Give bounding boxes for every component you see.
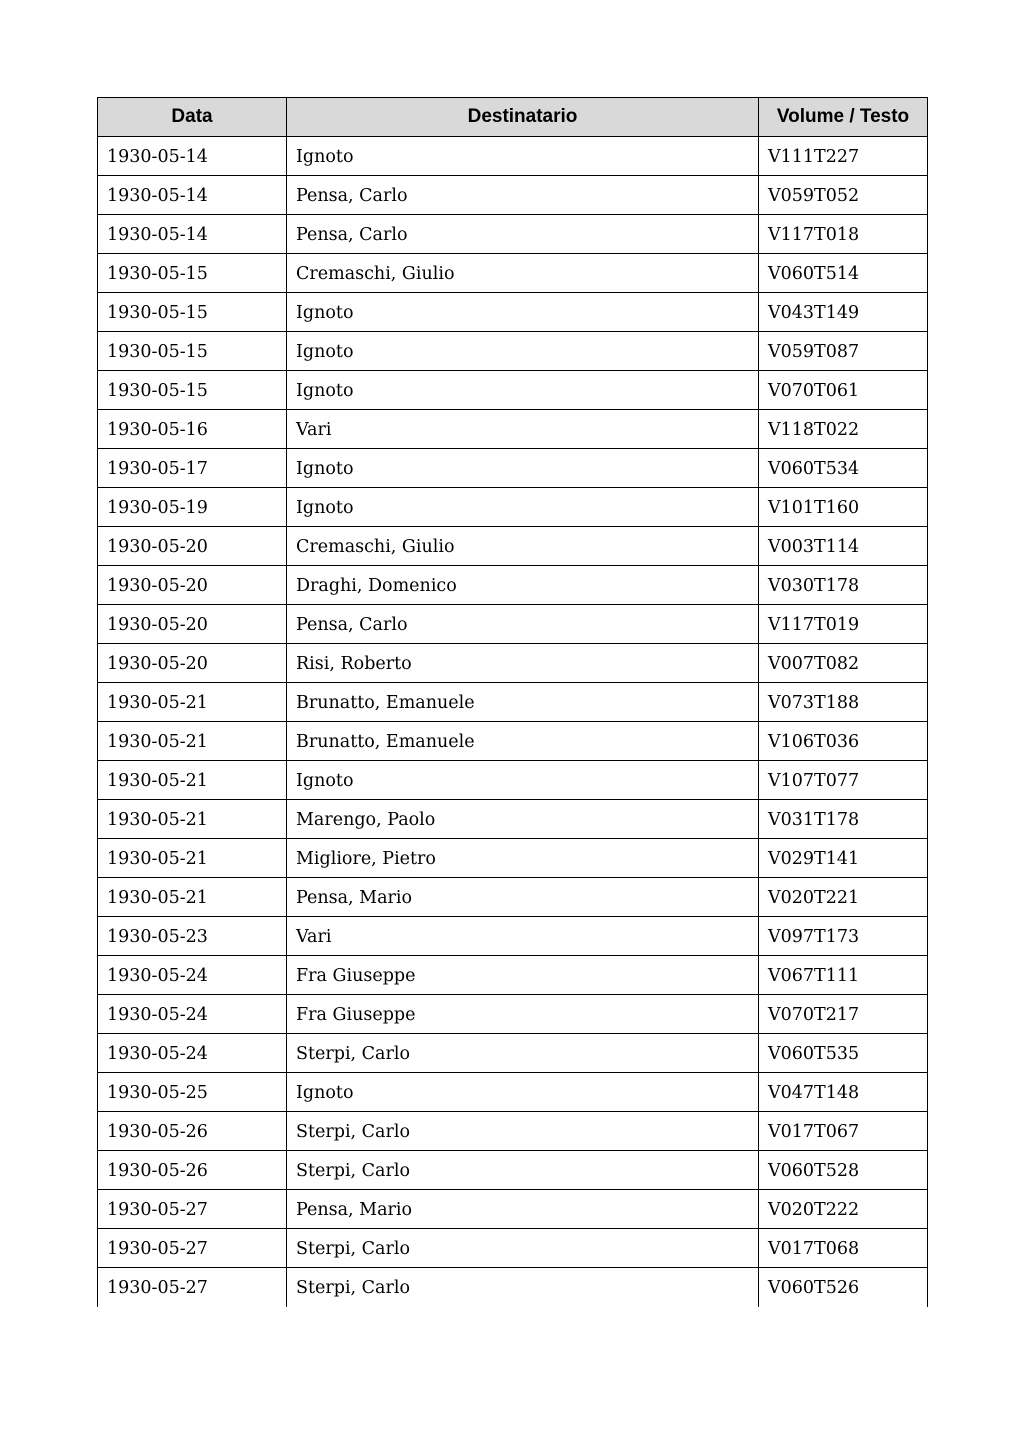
- table-row: [98, 644, 928, 683]
- table-row: [98, 839, 928, 878]
- recipient-cell: Cremaschi, Giulio: [287, 254, 759, 293]
- volume-cell: V101T160: [759, 488, 928, 527]
- table-body: [98, 137, 928, 1307]
- recipient-cell: Pensa, Carlo: [287, 605, 759, 644]
- volume-cell: V017T067: [759, 1112, 928, 1151]
- date-cell: 1930-05-26: [98, 1151, 287, 1190]
- recipient-cell: Sterpi, Carlo: [287, 1268, 759, 1307]
- date-cell: 1930-05-26: [98, 1112, 287, 1151]
- table-row: [98, 1073, 928, 1112]
- table-row: [98, 800, 928, 839]
- column-header-date: Data: [98, 98, 287, 137]
- recipient-cell: Vari: [287, 410, 759, 449]
- recipient-cell: Ignoto: [287, 1073, 759, 1112]
- date-cell: 1930-05-21: [98, 839, 287, 878]
- volume-cell: V029T141: [759, 839, 928, 878]
- volume-cell: V070T217: [759, 995, 928, 1034]
- volume-cell: V060T514: [759, 254, 928, 293]
- recipient-cell: Brunatto, Emanuele: [287, 722, 759, 761]
- volume-cell: V043T149: [759, 293, 928, 332]
- table-row: [98, 1034, 928, 1073]
- table-row: [98, 488, 928, 527]
- recipient-cell: Ignoto: [287, 332, 759, 371]
- date-cell: 1930-05-14: [98, 176, 287, 215]
- volume-cell: V070T061: [759, 371, 928, 410]
- table-row: [98, 137, 928, 176]
- date-cell: 1930-05-25: [98, 1073, 287, 1112]
- volume-cell: V059T052: [759, 176, 928, 215]
- table-row: [98, 254, 928, 293]
- date-cell: 1930-05-15: [98, 254, 287, 293]
- volume-cell: V047T148: [759, 1073, 928, 1112]
- volume-cell: V118T022: [759, 410, 928, 449]
- table-row: [98, 1151, 928, 1190]
- volume-cell: V059T087: [759, 332, 928, 371]
- table-row: [98, 605, 928, 644]
- table-row: [98, 410, 928, 449]
- date-cell: 1930-05-27: [98, 1268, 287, 1307]
- recipient-cell: Pensa, Mario: [287, 1190, 759, 1229]
- recipient-cell: Pensa, Carlo: [287, 215, 759, 254]
- recipient-cell: Marengo, Paolo: [287, 800, 759, 839]
- recipient-cell: Brunatto, Emanuele: [287, 683, 759, 722]
- recipient-cell: Migliore, Pietro: [287, 839, 759, 878]
- date-cell: 1930-05-21: [98, 722, 287, 761]
- recipient-cell: Fra Giuseppe: [287, 956, 759, 995]
- volume-cell: V067T111: [759, 956, 928, 995]
- date-cell: 1930-05-16: [98, 410, 287, 449]
- date-cell: 1930-05-20: [98, 605, 287, 644]
- date-cell: 1930-05-20: [98, 566, 287, 605]
- recipient-cell: Sterpi, Carlo: [287, 1034, 759, 1073]
- table-row: [98, 1229, 928, 1268]
- date-cell: 1930-05-21: [98, 800, 287, 839]
- letters-table: [97, 97, 928, 1307]
- table-row: [98, 878, 928, 917]
- recipient-cell: Ignoto: [287, 371, 759, 410]
- date-cell: 1930-05-24: [98, 956, 287, 995]
- date-cell: 1930-05-24: [98, 995, 287, 1034]
- volume-cell: V097T173: [759, 917, 928, 956]
- date-cell: 1930-05-15: [98, 332, 287, 371]
- volume-cell: V117T018: [759, 215, 928, 254]
- volume-cell: V073T188: [759, 683, 928, 722]
- recipient-cell: Ignoto: [287, 488, 759, 527]
- date-cell: 1930-05-21: [98, 761, 287, 800]
- recipient-cell: Pensa, Mario: [287, 878, 759, 917]
- table-row: [98, 527, 928, 566]
- recipient-cell: Sterpi, Carlo: [287, 1151, 759, 1190]
- table-row: [98, 566, 928, 605]
- table-row: [98, 1190, 928, 1229]
- table-row: [98, 215, 928, 254]
- volume-cell: V007T082: [759, 644, 928, 683]
- table-row: [98, 449, 928, 488]
- date-cell: 1930-05-21: [98, 683, 287, 722]
- table-row: [98, 332, 928, 371]
- volume-cell: V031T178: [759, 800, 928, 839]
- recipient-cell: Sterpi, Carlo: [287, 1229, 759, 1268]
- recipient-cell: Fra Giuseppe: [287, 995, 759, 1034]
- date-cell: 1930-05-20: [98, 527, 287, 566]
- recipient-cell: Ignoto: [287, 449, 759, 488]
- volume-cell: V060T535: [759, 1034, 928, 1073]
- volume-cell: V060T534: [759, 449, 928, 488]
- date-cell: 1930-05-14: [98, 137, 287, 176]
- volume-cell: V111T227: [759, 137, 928, 176]
- date-cell: 1930-05-19: [98, 488, 287, 527]
- table-header: [98, 98, 928, 137]
- recipient-cell: Cremaschi, Giulio: [287, 527, 759, 566]
- volume-cell: V020T222: [759, 1190, 928, 1229]
- table-row: [98, 293, 928, 332]
- recipient-cell: Sterpi, Carlo: [287, 1112, 759, 1151]
- date-cell: 1930-05-27: [98, 1229, 287, 1268]
- date-cell: 1930-05-21: [98, 878, 287, 917]
- volume-cell: V106T036: [759, 722, 928, 761]
- recipient-cell: Draghi, Domenico: [287, 566, 759, 605]
- date-cell: 1930-05-14: [98, 215, 287, 254]
- volume-cell: V030T178: [759, 566, 928, 605]
- column-header-volume: Volume / Testo: [759, 98, 928, 137]
- header-row: [98, 98, 928, 137]
- date-cell: 1930-05-17: [98, 449, 287, 488]
- recipient-cell: Ignoto: [287, 761, 759, 800]
- date-cell: 1930-05-20: [98, 644, 287, 683]
- column-header-recipient: Destinatario: [287, 98, 759, 137]
- table-row: [98, 761, 928, 800]
- volume-cell: V003T114: [759, 527, 928, 566]
- date-cell: 1930-05-24: [98, 1034, 287, 1073]
- volume-cell: V060T526: [759, 1268, 928, 1307]
- date-cell: 1930-05-15: [98, 371, 287, 410]
- recipient-cell: Ignoto: [287, 137, 759, 176]
- date-cell: 1930-05-15: [98, 293, 287, 332]
- table-row: [98, 917, 928, 956]
- table-row: [98, 1112, 928, 1151]
- volume-cell: V017T068: [759, 1229, 928, 1268]
- date-cell: 1930-05-27: [98, 1190, 287, 1229]
- table-row: [98, 995, 928, 1034]
- table-row: [98, 722, 928, 761]
- table-row: [98, 1268, 928, 1307]
- volume-cell: V117T019: [759, 605, 928, 644]
- recipient-cell: Pensa, Carlo: [287, 176, 759, 215]
- recipient-cell: Vari: [287, 917, 759, 956]
- date-cell: 1930-05-23: [98, 917, 287, 956]
- table-row: [98, 371, 928, 410]
- table-row: [98, 683, 928, 722]
- volume-cell: V020T221: [759, 878, 928, 917]
- recipient-cell: Risi, Roberto: [287, 644, 759, 683]
- volume-cell: V060T528: [759, 1151, 928, 1190]
- table-row: [98, 956, 928, 995]
- table-row: [98, 176, 928, 215]
- volume-cell: V107T077: [759, 761, 928, 800]
- recipient-cell: Ignoto: [287, 293, 759, 332]
